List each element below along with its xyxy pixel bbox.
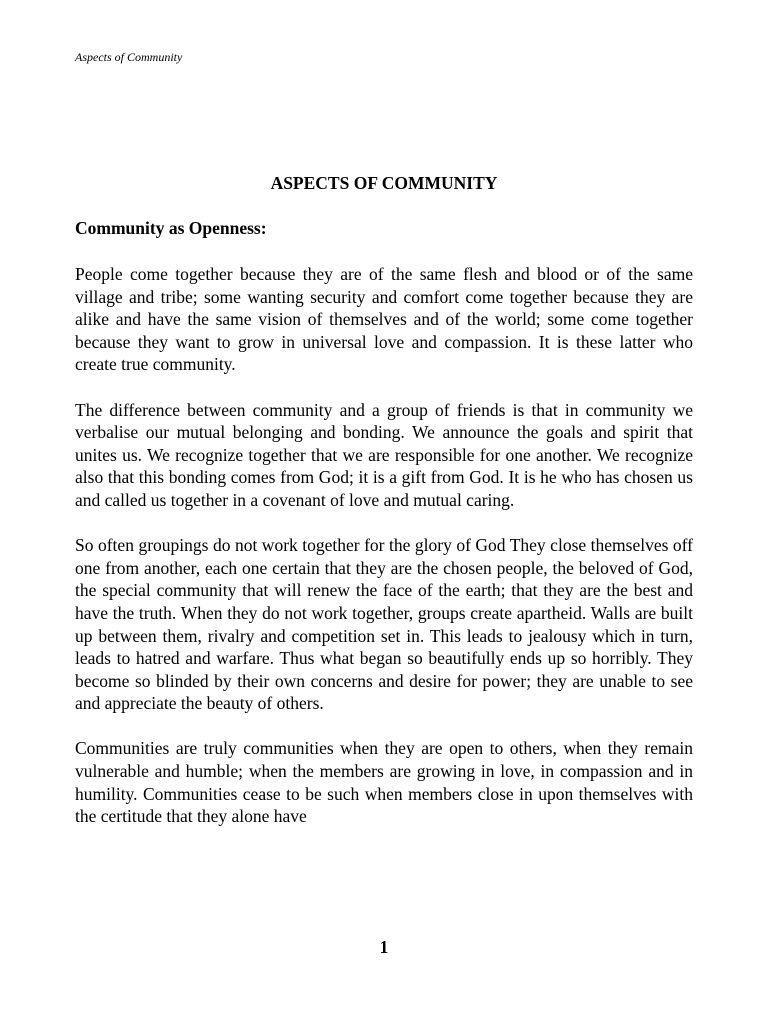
paragraph: The difference between community and a group of friends is that in community we verbalise our mutual belonging and bonding. We announce the goals and spirit that unites us. We recognize together that we are responsible for one another. We recognize also that this bonding comes from God; it is a gift from God. It is he who has chosen us and called us together in a covenant of love and mutual caring. bbox=[75, 399, 693, 510]
document-title: ASPECTS OF COMMUNITY bbox=[270, 173, 498, 193]
paragraph: So often groupings do not work together for the glory of God They close themselves off one from another, each one certain that they are the chosen people, the beloved of God, the special community that will renew the face of the earth; that they are the best and have the truth. When they do not work together, groups create apartheid. Walls are built up between them, rivalry and competition set in. This leads to jealousy which in turn, leads to hatred and warfare. Thus what began so beautifully ends up so horribly. They become so blinded by their own concerns and desire for power; they are unable to see and appreciate the beauty of others. bbox=[75, 535, 693, 714]
running-header: Aspects of Community bbox=[75, 50, 183, 64]
paragraph: Communities are truly communities when they are open to others, when they remain vulnerable and humble; when the members are growing in love, in compassion and in humility. Communities cease to be such when members close in upon themselves with the certitude that they alone have bbox=[75, 738, 693, 827]
paragraph: People come together because they are of the same flesh and blood or of the same village and tribe; some wanting security and comfort come together because they are alike and have the same vision of themselves and of the world; some come together because they want to grow in universal love and compassion. It is these latter who create true community. bbox=[75, 264, 693, 375]
body-text bbox=[75, 263, 693, 850]
page-number: 1 bbox=[379, 937, 389, 957]
section-heading: Community as Openness: bbox=[75, 218, 267, 238]
